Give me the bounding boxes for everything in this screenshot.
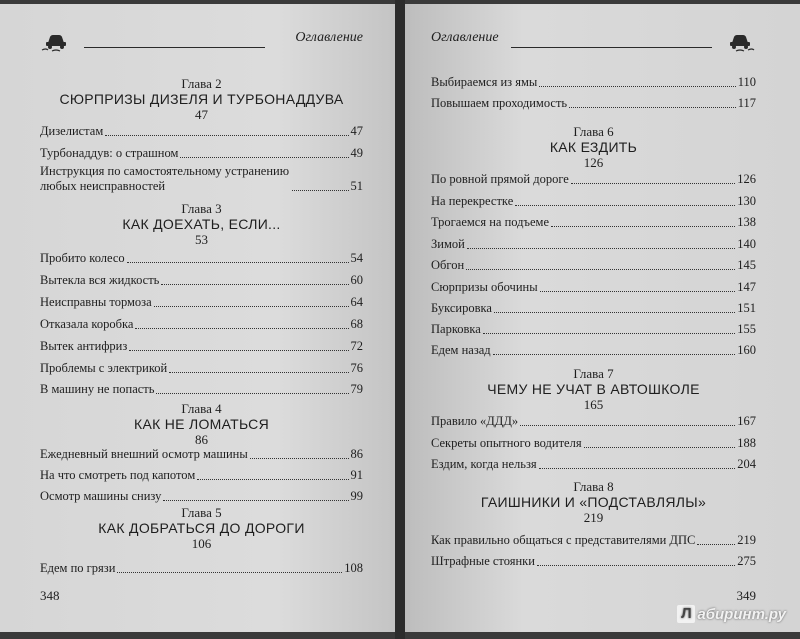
toc-entry[interactable] — [431, 457, 756, 472]
chapter-heading — [40, 505, 363, 551]
chapter-heading — [40, 76, 363, 122]
chapter-title: ЧЕМУ НЕ УЧАТ В АВТОШКОЛЕ — [487, 381, 700, 397]
toc-entry-title: На перекрестке — [431, 194, 514, 208]
leader-dots — [569, 107, 736, 108]
leader-dots — [493, 354, 736, 355]
toc-entry[interactable] — [431, 194, 756, 209]
toc-entry[interactable] — [40, 382, 363, 397]
chapter-title: КАК НЕ ЛОМАТЬСЯ — [133, 416, 269, 432]
toc-entry[interactable] — [40, 317, 363, 332]
toc-entry[interactable] — [431, 414, 756, 429]
toc-entry[interactable] — [431, 215, 756, 230]
toc-entry-title: Дизелистам — [40, 124, 104, 138]
toc-entry[interactable] — [431, 343, 756, 358]
chapter-title: КАК ДОБРАТЬСЯ ДО ДОРОГИ — [98, 520, 305, 536]
right-running-header — [431, 28, 756, 52]
toc-entry-page: 51 — [350, 179, 363, 193]
toc-entry-title: Сюрпризы обочины — [431, 280, 538, 294]
chapter-page: 86 — [195, 432, 208, 447]
toc-entry[interactable] — [431, 237, 756, 252]
chapter-heading — [431, 366, 756, 412]
toc-entry-page: 117 — [737, 96, 756, 110]
chapter-heading — [40, 201, 363, 247]
car-skid-icon — [726, 28, 756, 52]
toc-entry-page: 126 — [737, 172, 756, 186]
leader-dots — [539, 86, 735, 87]
toc-entry[interactable] — [40, 146, 363, 161]
toc-entry[interactable] — [431, 280, 756, 295]
chapter-number: Глава 8 — [573, 479, 614, 494]
chapter-number: Глава 6 — [573, 124, 614, 139]
book-gutter — [395, 0, 405, 639]
chapter-page: 106 — [191, 536, 212, 551]
toc-entry[interactable] — [40, 361, 363, 376]
toc-entry-page: 167 — [737, 414, 756, 428]
leader-dots — [540, 291, 736, 292]
toc-entry-page: 49 — [350, 146, 363, 160]
toc-entry[interactable] — [431, 96, 756, 111]
toc-entry-page: 155 — [737, 322, 756, 336]
toc-entry[interactable] — [40, 124, 363, 139]
leader-dots — [520, 425, 735, 426]
toc-entry[interactable] — [40, 447, 363, 462]
running-header-title: Оглавление — [295, 30, 363, 45]
chapter-title: СЮРПРИЗЫ ДИЗЕЛЯ И ТУРБОНАДДУВА — [59, 91, 344, 107]
chapter-page: 165 — [583, 397, 604, 412]
toc-entry-page: 151 — [737, 301, 756, 315]
toc-entry-title: Едем назад — [431, 343, 491, 357]
leader-dots — [466, 269, 735, 270]
toc-entry[interactable] — [40, 295, 363, 310]
left-page — [0, 4, 395, 632]
toc-entry-page: 47 — [350, 124, 363, 138]
toc-entry[interactable] — [431, 75, 756, 90]
toc-entry-title: Парковка — [431, 322, 481, 336]
toc-entry-title: Зимой — [431, 237, 465, 251]
chapter-page: 219 — [583, 510, 604, 525]
leader-dots — [584, 447, 736, 448]
leader-dots — [163, 500, 348, 501]
watermark-text: абиринт.ру — [697, 605, 786, 623]
toc-entry-title: Повышаем проходимость — [431, 96, 568, 110]
labirint-logo-icon: Л — [677, 605, 695, 623]
car-skid-icon — [40, 28, 70, 52]
toc-entry[interactable] — [431, 258, 756, 273]
leader-dots — [250, 458, 349, 459]
toc-entry-page: 99 — [350, 489, 363, 503]
toc-entry[interactable] — [40, 339, 363, 354]
toc-entry[interactable] — [40, 251, 363, 266]
toc-entry[interactable] — [431, 172, 756, 187]
toc-entry-title: Отказала коробка — [40, 317, 134, 331]
toc-entry-title: Обгон — [431, 258, 465, 272]
toc-entry-title: Штрафные стоянки — [431, 554, 535, 568]
left-running-header — [40, 28, 363, 52]
toc-entry-page: 72 — [350, 339, 363, 353]
chapter-heading — [431, 479, 756, 525]
right-page — [405, 4, 800, 632]
leader-dots — [697, 544, 735, 545]
leader-dots — [571, 183, 735, 184]
toc-entry[interactable] — [431, 436, 756, 451]
toc-entry-title: Как правильно общаться с представителями ДПС — [431, 533, 696, 547]
toc-entry[interactable] — [40, 489, 363, 504]
toc-entry[interactable] — [431, 554, 756, 569]
chapter-title: ГАИШНИКИ И «ПОДСТАВЛЯЛЫ» — [480, 494, 707, 510]
toc-entry-page: 275 — [737, 554, 756, 568]
toc-entry-page: 145 — [737, 258, 756, 272]
toc-entry-title: Едем по грязи — [40, 561, 116, 575]
toc-entry[interactable] — [431, 301, 756, 316]
toc-entry-page: 108 — [344, 561, 363, 575]
toc-entry-title: Трогаемся на подъеме — [431, 215, 549, 229]
toc-entry-page: 160 — [737, 343, 756, 357]
toc-entry-page: 68 — [350, 317, 363, 331]
toc-entry-page: 188 — [737, 436, 756, 450]
leader-dots — [197, 479, 348, 480]
toc-entry[interactable] — [40, 164, 363, 194]
chapter-title: КАК ДОЕХАТЬ, ЕСЛИ... — [122, 216, 281, 232]
toc-entry-page: 140 — [737, 237, 756, 251]
toc-entry-title: Вытек антифриз — [40, 339, 128, 353]
leader-dots — [515, 205, 735, 206]
chapter-number: Глава 7 — [573, 366, 614, 381]
chapter-title: КАК ЕЗДИТЬ — [549, 139, 638, 155]
toc-entry-title: Ежедневный внешний осмотр машины — [40, 447, 248, 461]
toc-entry-page: 110 — [737, 75, 756, 89]
toc-entry-title: Буксировка — [431, 301, 492, 315]
leader-dots — [483, 333, 735, 334]
toc-entry-page: 91 — [350, 468, 363, 482]
leader-dots — [180, 157, 348, 158]
toc-entry-page: 54 — [350, 251, 363, 265]
labirint-watermark — [677, 605, 786, 623]
page-number: 348 — [40, 588, 60, 603]
chapter-heading — [431, 124, 756, 170]
leader-dots — [169, 372, 348, 373]
toc-entry-title: Ездим, когда нельзя — [431, 457, 537, 471]
leader-dots — [129, 350, 348, 351]
toc-entry[interactable] — [431, 322, 756, 337]
toc-entry-page: 219 — [737, 533, 756, 547]
toc-entry-title: Секреты опытного водителя — [431, 436, 582, 450]
page-number: 349 — [736, 588, 756, 603]
toc-entry-page: 138 — [737, 215, 756, 229]
toc-entry-title: Инструкция по самостоятельному устранению любых неисправностей — [40, 164, 290, 193]
toc-entry-page: 130 — [737, 194, 756, 208]
toc-entry-title: Неисправны тормоза — [40, 295, 152, 309]
toc-entry-title: По ровной прямой дороге — [431, 172, 569, 186]
leader-dots — [135, 328, 348, 329]
chapter-number: Глава 4 — [181, 401, 222, 416]
toc-entry-title: Выбираемся из ямы — [431, 75, 538, 89]
toc-entry-title: Правило «ДДД» — [431, 414, 519, 428]
toc-entry-title: Осмотр машины снизу — [40, 489, 162, 503]
toc-entry[interactable] — [40, 273, 363, 288]
header-rule — [84, 47, 265, 48]
chapter-page: 126 — [583, 155, 604, 170]
running-header-title: Оглавление — [431, 30, 499, 45]
toc-entry-title: На что смотреть под капотом — [40, 468, 196, 482]
leader-dots — [154, 306, 349, 307]
toc-entry-title: В машину не попасть — [40, 382, 155, 396]
toc-entry-page: 204 — [737, 457, 756, 471]
toc-entry-page: 64 — [350, 295, 363, 309]
toc-entry-page: 86 — [350, 447, 363, 461]
toc-entry-page: 76 — [350, 361, 363, 375]
leader-dots — [539, 468, 736, 469]
toc-entry-page: 60 — [350, 273, 363, 287]
chapter-page: 53 — [195, 232, 208, 247]
toc-entry-page: 147 — [737, 280, 756, 294]
toc-entry-title: Проблемы с электрикой — [40, 361, 168, 375]
leader-dots — [537, 565, 735, 566]
chapter-number: Глава 2 — [181, 76, 222, 91]
leader-dots — [551, 226, 735, 227]
toc-entry-page: 79 — [350, 382, 363, 396]
leader-dots — [127, 262, 349, 263]
leader-dots — [494, 312, 735, 313]
chapter-heading — [40, 401, 363, 447]
chapter-page: 47 — [195, 107, 208, 122]
toc-entry-title: Пробито колесо — [40, 251, 125, 265]
toc-entry[interactable] — [40, 468, 363, 483]
toc-entry[interactable] — [431, 533, 756, 548]
leader-dots — [292, 190, 349, 191]
leader-dots — [161, 284, 348, 285]
toc-entry-title: Вытекла вся жидкость — [40, 273, 160, 287]
header-rule — [511, 47, 712, 48]
leader-dots — [156, 393, 348, 394]
chapter-number: Глава 3 — [181, 201, 222, 216]
toc-entry-title: Турбонаддув: о страшном — [40, 146, 179, 160]
leader-dots — [467, 248, 735, 249]
toc-entry[interactable] — [40, 561, 363, 576]
chapter-number: Глава 5 — [181, 505, 222, 520]
leader-dots — [117, 572, 342, 573]
leader-dots — [105, 135, 348, 136]
